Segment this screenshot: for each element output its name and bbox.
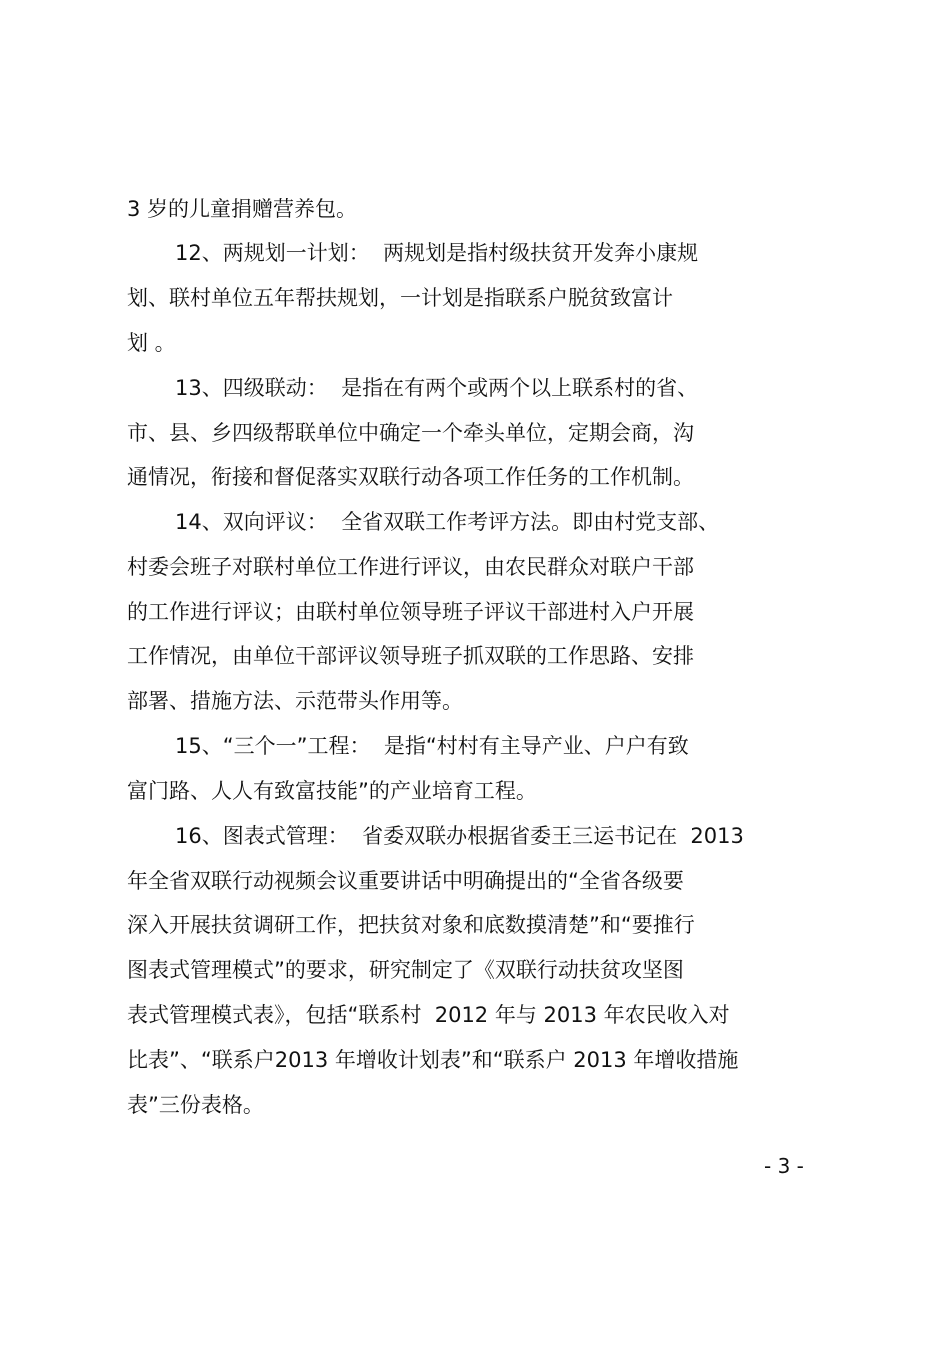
text-line: 的工作进行评议；由联村单位领导班子评议干部进村入户开展 [127,600,694,624]
paragraph-13-heading-line: 13、四级联动： 是指在有两个或两个以上联系村的省、 [175,376,699,400]
paragraph-15-heading-line: 15、“三个一”工程： 是指“村村有主导产业、户户有致 [175,734,689,758]
paragraph-12-heading-line: 12、两规划一计划： 两规划是指村级扶贫开发奔小康规 [175,241,699,265]
page-number: - 3 - [764,1154,804,1178]
text-line: 市、县、乡四级帮联单位中确定一个牵头单位，定期会商，沟 [127,421,694,445]
text-line: 富门路、人人有致富技能”的产业培育工程。 [127,779,537,803]
text-line: 划、联村单位五年帮扶规划，一计划是指联系户脱贫致富计 [127,286,673,310]
text-line: 村委会班子对联村单位工作进行评议，由农民群众对联户干部 [127,555,694,579]
text-line: 比表”、“联系户2013 年增收计划表”和“联系户 2013 年增收措施 [127,1048,739,1072]
text-line: 表式管理模式表》，包括“联系村 2012 年与 2013 年农民收入对 [127,1003,730,1027]
text-line: 划 。 [127,331,176,355]
paragraph-14-heading-line: 14、双向评议： 全省双联工作考评方法。即由村党支部、 [175,510,720,534]
text-line: 部署、措施方法、示范带头作用等。 [127,689,463,713]
text-line: 3 岁的儿童捐赠营养包。 [127,197,358,221]
text-line: 通情况，衔接和督促落实双联行动各项工作任务的工作机制。 [127,465,694,489]
text-line: 表”三份表格。 [127,1093,264,1117]
text-line: 图表式管理模式”的要求，研究制定了《双联行动扶贫攻坚图 [127,958,684,982]
text-line: 深入开展扶贫调研工作，把扶贫对象和底数摸清楚”和“要推行 [127,913,695,937]
text-line: 年全省双联行动视频会议重要讲话中明确提出的“全省各级要 [127,869,684,893]
text-line: 工作情况，由单位干部评议领导班子抓双联的工作思路、安排 [127,644,694,668]
paragraph-16-heading-line: 16、图表式管理： 省委双联办根据省委王三运书记在 2013 [175,824,744,848]
